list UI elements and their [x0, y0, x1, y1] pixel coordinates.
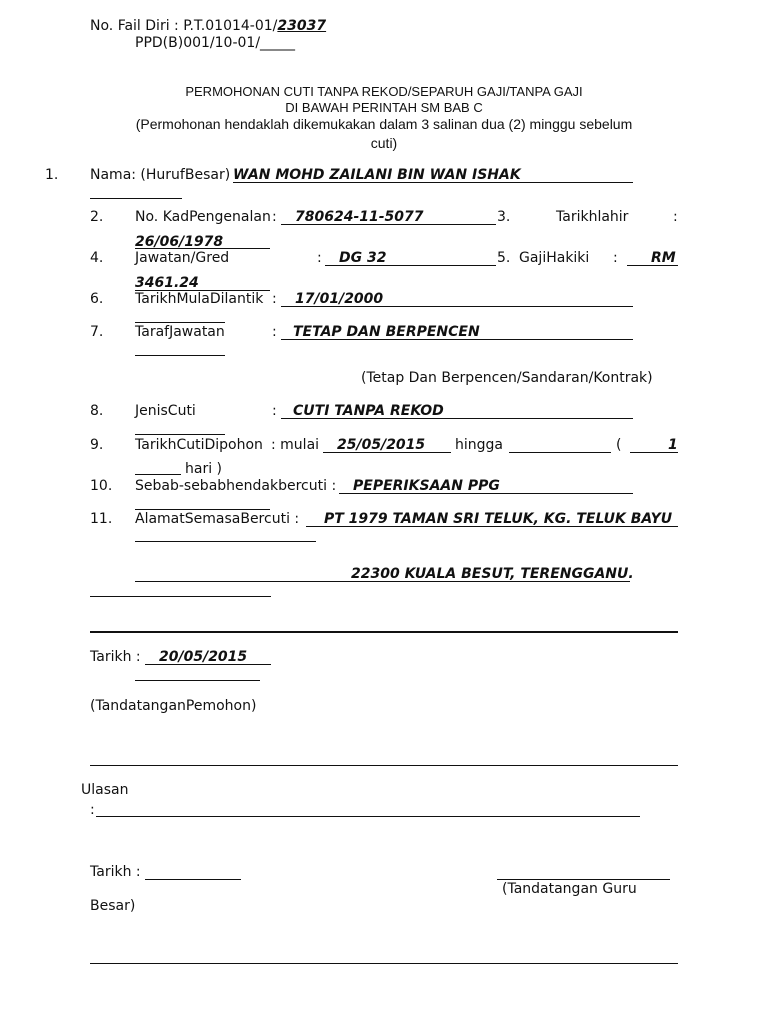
leave-start-underline [323, 452, 451, 453]
leave-type-underline-cont [135, 434, 225, 435]
address-line1-underline [306, 526, 678, 527]
applicant-date-underline-cont [135, 680, 260, 681]
bottom-separator [90, 963, 678, 964]
position-status-options: (Tetap Dan Berpencen/Sandaran/Kontrak) [361, 370, 653, 386]
field-9-number: 9. [90, 437, 104, 453]
applicant-date-underline [145, 664, 271, 665]
field-5-label: GajiHakiki [519, 250, 590, 266]
salary-currency: RM [651, 250, 676, 266]
leave-type-value: CUTI TANPA REKOD [293, 403, 444, 419]
position-grade-value: DG 32 [339, 250, 387, 266]
signature-separator [90, 765, 678, 766]
address-line1-value: PT 1979 TAMAN SRI TELUK, KG. TELUK BAYU [324, 511, 673, 527]
field-6-colon: : [272, 291, 277, 307]
field-4-colon: : [317, 250, 322, 266]
applicant-signature-label: (TandatanganPemohon) [90, 698, 257, 714]
position-grade-underline [325, 265, 496, 266]
headmaster-date-label: Tarikh : [90, 864, 141, 880]
field-8-colon: : [272, 403, 277, 419]
form-title-line4: cuti) [370, 135, 398, 151]
birth-date-underline [135, 248, 270, 249]
field-10-number: 10. [90, 478, 113, 494]
leave-end-underline [509, 452, 611, 453]
reference-number: PPD(B)001/10-01/_____ [135, 35, 296, 51]
leave-days-underline [630, 452, 678, 453]
ic-number-value: 780624-11-5077 [295, 209, 424, 225]
leave-start-value: 25/05/2015 [337, 437, 426, 453]
leave-days-suffix: hari ) [185, 461, 223, 477]
field-8-label: JenisCuti [135, 403, 196, 419]
ic-number-underline [281, 224, 496, 225]
field-2-number: 2. [90, 209, 104, 225]
field-7-colon: : [272, 324, 277, 340]
field-4-number: 4. [90, 250, 104, 266]
form-title-line2: DI BAWAH PERINTAH SM BAB C [285, 100, 483, 115]
leave-days-underline-cont [135, 474, 181, 475]
field-6-label: TarikhMulaDilantik [135, 291, 264, 307]
field-9-label: TarikhCutiDipohon [135, 437, 263, 453]
field-7-number: 7. [90, 324, 104, 340]
field-1-number: 1. [45, 167, 59, 183]
field-11-label: AlamatSemasaBercuti : [135, 511, 300, 527]
review-label: Ulasan [81, 782, 129, 798]
address-line2-underline-cont [90, 596, 271, 597]
position-status-underline [281, 339, 633, 340]
field-4-label: Jawatan/Gred [135, 250, 230, 266]
leave-days-open-paren: ( [616, 437, 622, 453]
applicant-date-label: Tarikh : [90, 649, 141, 665]
file-number-value: 23037 [277, 18, 327, 34]
review-line [96, 816, 640, 817]
headmaster-signature-line [497, 879, 670, 880]
leave-days-value: 1 [668, 437, 678, 453]
salary-value: 3461.24 [135, 275, 199, 291]
field-8-number: 8. [90, 403, 104, 419]
file-number-label: No. Fail Diri : P.T.01014-01/ [90, 18, 278, 34]
field-2-label: No. KadPengenalan [135, 209, 271, 225]
position-status-value: TETAP DAN BERPENCEN [293, 324, 480, 340]
appointment-date-underline [281, 306, 633, 307]
address-line1-underline-cont [135, 541, 316, 542]
appointment-date-value: 17/01/2000 [295, 291, 384, 307]
section-divider [90, 631, 678, 633]
field-7-label: TarafJawatan [135, 324, 225, 340]
field-3-number: 3. [497, 209, 511, 225]
salary-underline [627, 265, 678, 266]
leave-reason-underline-cont [135, 509, 270, 510]
field-5-colon: : [613, 250, 618, 266]
name-underline [233, 182, 633, 183]
form-title-line1: PERMOHONAN CUTI TANPA REKOD/SEPARUH GAJI/TANPA GAJI [185, 84, 583, 99]
appointment-date-underline-cont [135, 322, 225, 323]
form-title-line3: (Permohonan hendaklah dikemukakan dalam 3 salinan dua (2) minggu sebelum [135, 116, 633, 132]
field-5-number: 5. [497, 250, 511, 266]
address-line2-value: 22300 KUALA BESUT, TERENGGANU. [351, 566, 634, 582]
name-value: WAN MOHD ZAILANI BIN WAN ISHAK [233, 167, 521, 183]
field-3-label: Tarikhlahir [556, 209, 629, 225]
field-2-colon: : [272, 209, 277, 225]
applicant-date-value: 20/05/2015 [159, 649, 248, 665]
field-3-colon: : [673, 209, 678, 225]
field-11-number: 11. [90, 511, 113, 527]
leave-reason-underline [339, 493, 633, 494]
headmaster-signature-label-cont: Besar) [90, 898, 136, 914]
leave-start-prefix: : mulai [271, 437, 320, 453]
leave-until-label: hingga [455, 437, 503, 453]
birth-date-value: 26/06/1978 [135, 234, 224, 250]
file-number [90, 18, 326, 34]
field-1-label: Nama: (HurufBesar) [90, 167, 231, 183]
position-status-underline-cont [135, 355, 225, 356]
headmaster-signature-label: (Tandatangan Guru [502, 881, 637, 897]
field-10-label: Sebab-sebabhendakbercuti : [135, 478, 337, 494]
name-underline-cont [90, 198, 182, 199]
leave-type-underline [281, 418, 633, 419]
headmaster-date-underline [145, 879, 241, 880]
field-6-number: 6. [90, 291, 104, 307]
review-colon: : [90, 802, 95, 818]
leave-reason-value: PEPERIKSAAN PPG [353, 478, 500, 494]
